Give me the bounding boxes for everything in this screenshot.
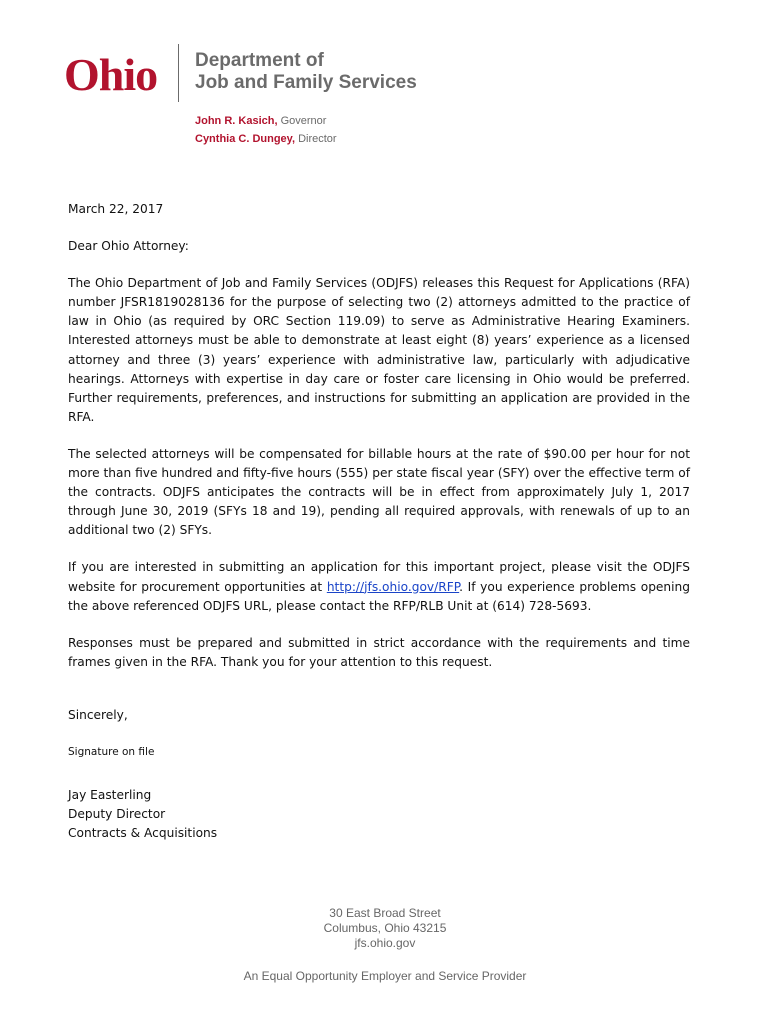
official-governor: [195, 112, 337, 130]
paragraph-text: If you are interested in submitting an application for this important project, please visit the ODJFS website for procurement opportunities at: [68, 560, 690, 594]
signature-block: [68, 786, 690, 843]
footer-website: jfs.ohio.gov: [354, 936, 416, 950]
officials-list: [195, 112, 337, 148]
department-name: [195, 50, 417, 94]
paragraph-text: . If you experience problems opening the above referenced ODJFS URL, please contact the RFP/RLB Unit at (614) 728-5693.: [68, 579, 690, 613]
closing: Sincerely,: [68, 707, 128, 722]
official-director: [195, 130, 337, 148]
department-name-line2: Job and Family Services: [195, 72, 417, 93]
salutation: Dear Ohio Attorney:: [68, 239, 189, 254]
letter-body: [68, 200, 690, 843]
official-title: Governor: [277, 115, 327, 127]
logo-divider: [178, 44, 179, 102]
signer-name: Jay Easterling: [68, 788, 152, 803]
paragraph-response-requirements: Responses must be prepared and submitted in strict accordance with the requirements and time frames given in the RFA. Thank you for your attention to this request.: [68, 635, 690, 669]
footer-street: 30 East Broad Street: [329, 906, 441, 920]
paragraph-application-info: [68, 558, 690, 615]
eeo-statement: An Equal Opportunity Employer and Service Provider: [243, 969, 527, 983]
letter-date: March 22, 2017: [68, 202, 164, 216]
footer-city: Columbus, Ohio 43215: [323, 921, 447, 935]
signature-note: Signature on file: [68, 745, 155, 758]
footer: [0, 906, 770, 983]
rfp-link[interactable]: http://jfs.ohio.gov/RFP: [326, 579, 460, 594]
department-name-line1: Department of: [195, 50, 324, 71]
official-title: Director: [295, 133, 337, 145]
signer-unit: Contracts & Acquisitions: [68, 826, 218, 841]
letterhead: [64, 42, 724, 152]
paragraph-rfa-intro: The Ohio Department of Job and Family Services (ODJFS) releases this Request for Applications (RFA) number JFSR1819028136 for the purpose of selecting two (2) attorneys admitted to the practice of law in Ohio (as required by ORC Section 119.09) to serve as Administrative Hearing Examiners. Interested attorneys must be able to demonstrate at least eight (8) years’ experience as a licensed attorney and three (3) years’ experience with administrative law, particularly with adjudicative hearings. Attorneys with expertise in day care or foster care licensing in Ohio would be preferred. Further requirements, preferences, and instructions for submitting an application are provided in the RFA.: [68, 276, 690, 424]
ohio-logo: Ohio: [64, 49, 158, 100]
signer-title: Deputy Director: [68, 807, 166, 822]
official-name: Cynthia C. Dungey,: [195, 133, 296, 145]
paragraph-compensation: The selected attorneys will be compensated for billable hours at the rate of $90.00 per hour for not more than five hundred and fifty-five hours (555) per state fiscal year (SFY) over the effective term of the contracts. ODJFS anticipates the contracts will be in effect from approximately July 1, 2017 through June 30, 2019 (SFYs 18 and 19), pending all required approvals, with renewals of up to an additional two (2) SFYs.: [68, 446, 690, 538]
official-name: John R. Kasich,: [195, 115, 278, 127]
